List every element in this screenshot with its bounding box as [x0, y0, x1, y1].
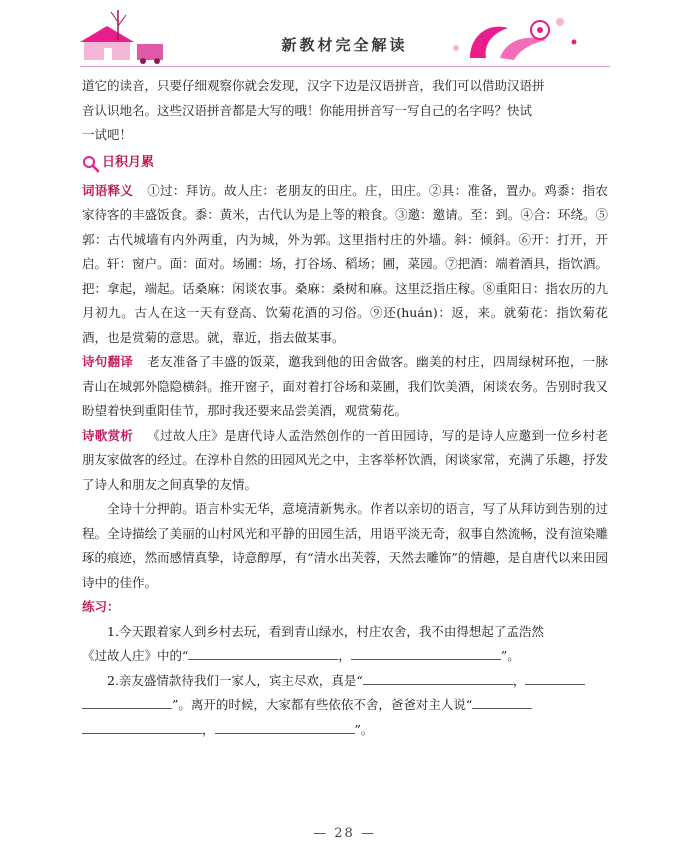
- vocab-text: ①过：拜访。故人庄：老朋友的田庄。庄，田庄。②具：准备，置办。鸡黍：指农家待客的丰盛饭食。黍：黄米，古代认为是上等的粮食。③邀：邀请。至：到。④合：环绕。⑤郭：古代城墙有内外两重，内为城，外为郭。这里指村庄的外墙。斜：倾斜。⑥开：打开，开启。轩：窗户。面：面对。场圃：场，打谷场、稻场；圃，菜园。⑦把酒：端着酒具，指饮酒。把：拿起，端起。话桑麻：闲谈农事。桑麻：桑树和麻。这里泛指庄稼。⑧重阳日：指农历的九月初九。古人在这一天有登高、饮菊花酒的习俗。⑨还(huán)：返，来。就菊花：指饮菊花酒，也是赏菊的意思。就，靠近，指去做某事。: [82, 182, 608, 345]
- question-text: 2.亲友盛情款待我们一家人，宾主尽欢，真是“: [107, 672, 363, 688]
- intro-line: 音认识地名。这些汉语拼音都是大写的哦！你能用拼音写一写自己的名字吗？快试: [82, 102, 533, 118]
- page-content: [82, 74, 608, 742]
- page-header: [0, 0, 689, 70]
- question-punct: ，: [512, 672, 526, 688]
- question-punct: ”。: [354, 721, 374, 737]
- question-text: ”。离开的时候，大家都有些依依不舍，爸爸对主人说“: [172, 697, 473, 712]
- tree-branch: [111, 12, 118, 22]
- header-rule: [80, 66, 610, 67]
- appreciation-text: 《过故人庄》是唐代诗人孟浩然创作的一首田园诗，写的是诗人应邀到一位乡村老朋友家做客的经过。在淳朴自然的田园风光之中，主客举杯饮酒，闲谈家常，充满了乐趣，抒发了诗人和朋友之间真挚的友情。: [82, 427, 608, 492]
- section-header: [82, 151, 608, 177]
- translation-label: 诗句翻译: [82, 354, 134, 369]
- answer-blank[interactable]: [472, 694, 532, 709]
- appreciation-paragraph-2: 全诗十分押韵。语言朴实无华，意境清新隽永。作者以亲切的语言，写了从拜访到告别的过程。全诗描绘了美丽的山村风光和平静的田园生活，用语平淡无奇，叙事自然流畅，没有渲染雕琢的痕迹，然而感情真挚，诗意醇厚，有“清水出芙蓉，天然去雕饰”的情趣，是自唐代以来田园诗中的佳作。: [82, 501, 608, 590]
- magnifier-icon: [82, 155, 100, 173]
- exercise-question-1: [82, 620, 608, 645]
- intro-line: 道它的读音，只要仔细观察你就会发现，汉字下边是汉语拼音，我们可以借助汉语拼: [82, 78, 545, 93]
- dot-icon: [556, 18, 564, 26]
- question-text: 1.今天跟着家人到乡村去玩，看到青山绿水，村庄农舍，我不由得想起了孟浩然: [107, 623, 544, 639]
- exercise-question-2-end: [82, 718, 608, 743]
- section-title: 日积月累: [102, 155, 155, 171]
- answer-blank[interactable]: [188, 645, 338, 660]
- answer-blank[interactable]: [215, 719, 355, 734]
- appreciation-paragraph: [82, 424, 608, 498]
- exercise-header: [82, 595, 608, 620]
- exercise-question-1-answer: [82, 644, 608, 669]
- translation-paragraph: [82, 350, 608, 424]
- exercise-question-2: [82, 669, 608, 694]
- flower-center: [537, 27, 543, 33]
- answer-blank[interactable]: [82, 719, 202, 734]
- appreciation-label: 诗歌赏析: [82, 427, 134, 443]
- intro-line: 一试吧！: [82, 127, 133, 142]
- question-punct: ，: [338, 648, 351, 663]
- question-punct: ，: [202, 721, 215, 737]
- exercise-label: 练习：: [82, 599, 120, 614]
- exercise-question-2-cont: [82, 693, 608, 718]
- question-text: 《过故人庄》中的“: [82, 648, 189, 663]
- wheel-shape: [140, 58, 146, 64]
- tree-branch: [118, 15, 126, 26]
- answer-blank[interactable]: [363, 670, 513, 685]
- answer-blank[interactable]: [82, 694, 172, 709]
- vocab-label: 词语释义: [82, 182, 134, 198]
- page-number: — 28 —: [313, 826, 376, 841]
- answer-blank[interactable]: [351, 645, 501, 660]
- wheel-shape: [154, 58, 160, 64]
- question-punct: ”。: [500, 648, 520, 663]
- vocab-paragraph: [82, 179, 608, 351]
- answer-blank[interactable]: [525, 670, 585, 685]
- translation-text: 老友准备了丰盛的饭菜，邀我到他的田舍做客。幽美的村庄，四周绿树环抱，一脉青山在城郭外隐隐横斜。推开窗子，面对着打谷场和菜圃，我们饮美酒，闲谈农务。告别时我又盼望着快到重阳佳节，那时我还要来品尝美酒，观赏菊花。: [82, 354, 608, 418]
- book-title: 新教材完全解读: [281, 36, 408, 54]
